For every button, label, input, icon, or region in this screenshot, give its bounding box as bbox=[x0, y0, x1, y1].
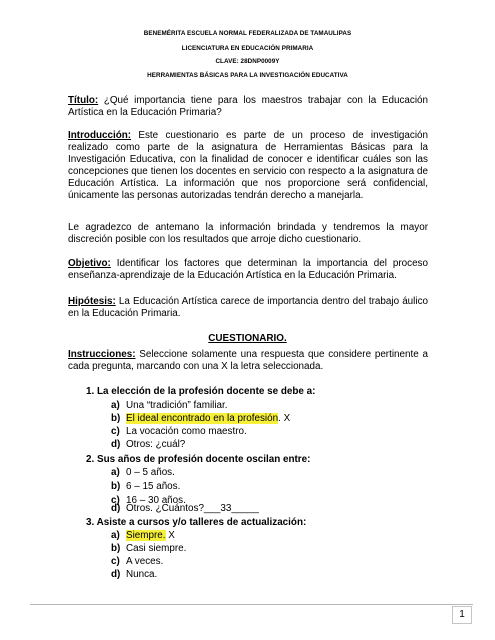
instructions-label: Instrucciones: bbox=[68, 349, 136, 360]
selection-mark: X bbox=[165, 530, 175, 541]
highlighted-answer: El ideal encontrado en la profesión bbox=[126, 413, 279, 424]
introduction-label: Introducción: bbox=[68, 130, 132, 141]
question-3-option-a[interactable] bbox=[111, 530, 175, 542]
question-1-option-d[interactable] bbox=[111, 439, 185, 451]
highlighted-answer: Siempre. bbox=[126, 530, 166, 541]
question-3-option-c[interactable] bbox=[111, 556, 163, 568]
question-2-option-b[interactable] bbox=[111, 481, 180, 493]
option-text: La vocación como maestro. bbox=[126, 426, 247, 437]
objective-text: Identificar los factores que determinan la importancia del proceso enseñanza-aprendizaje de la Educación Artística en la Educación Primaria. bbox=[68, 258, 428, 281]
acknowledgement-paragraph: Le agradezco de antemano la información brindada y tendremos la mayor discreción posible con los resultados que arroje dicho cuestionario. bbox=[68, 222, 428, 245]
question-2-option-a[interactable] bbox=[111, 467, 175, 479]
option-letter: c) bbox=[111, 426, 120, 437]
school-code: CLAVE: 28DNP0009Y bbox=[215, 58, 280, 65]
option-letter: a) bbox=[111, 530, 120, 541]
question-3-option-d[interactable] bbox=[111, 569, 157, 581]
selection-mark: . X bbox=[278, 413, 291, 424]
option-text: 0 – 5 años. bbox=[126, 467, 175, 478]
option-text: 6 – 15 años. bbox=[126, 481, 181, 492]
question-1-option-c[interactable] bbox=[111, 426, 247, 438]
option-text: 16 – 30 años. bbox=[126, 495, 186, 506]
course-name: HERRAMIENTAS BÁSICAS PARA LA INVESTIGACIÓN EDUCATIVA bbox=[147, 72, 348, 79]
option-letter: c) bbox=[111, 556, 120, 567]
title-text: ¿Qué importancia tiene para los maestros trabajar con la Educación Artística en la Educación Primaria? bbox=[68, 95, 428, 118]
option-text: Casi siempre. bbox=[126, 543, 187, 554]
option-letter: b) bbox=[111, 413, 121, 424]
option-text: Nunca. bbox=[126, 569, 158, 580]
option-letter: d) bbox=[111, 569, 121, 580]
questionnaire-heading: CUESTIONARIO. bbox=[208, 333, 287, 344]
option-letter: b) bbox=[111, 481, 121, 492]
hypothesis-text: La Educación Artística carece de importancia dentro del trabajo áulico en la Educación Primaria. bbox=[68, 296, 428, 319]
question-3-option-b[interactable] bbox=[111, 543, 186, 555]
option-text: Otros. ¿Cuántos?___33_____ bbox=[126, 503, 259, 514]
objective-paragraph bbox=[68, 258, 428, 282]
footer-divider bbox=[30, 604, 473, 605]
hypothesis-paragraph bbox=[68, 296, 428, 320]
objective-label: Objetivo: bbox=[68, 258, 111, 269]
option-letter: a) bbox=[111, 400, 120, 411]
page-number: 1 bbox=[452, 606, 472, 624]
question-1: 1. La elección de la profesión docente se debe a: bbox=[86, 386, 316, 397]
instructions-paragraph bbox=[68, 349, 428, 373]
instructions-text: Seleccione solamente una respuesta que considere pertinente a cada pregunta, marcando con una X la letra seleccionada. bbox=[68, 349, 428, 372]
title-paragraph bbox=[68, 95, 428, 119]
option-letter: a) bbox=[111, 467, 120, 478]
option-letter: c) bbox=[111, 495, 120, 506]
question-1-option-a[interactable] bbox=[111, 400, 228, 412]
hypothesis-label: Hipótesis: bbox=[68, 296, 116, 307]
question-2-option-d[interactable] bbox=[111, 503, 259, 515]
introduction-text: Este cuestionario es parte de un proceso de investigación realizado como parte de la asignatura de Herramientas Básicas para la Investigación Educativa, con la finalidad de conocer e identificar cuáles son las concepciones que tienen los docentes en servicio con respecto a la asignatura de Educación Artística. La información que nos proporcione será confidencial, únicamente las personas autorizadas tendrán derecho a manejarla. bbox=[68, 130, 428, 201]
institution-name: BENEMÉRITA ESCUELA NORMAL FEDERALIZADA DE TAMAULIPAS bbox=[143, 30, 352, 37]
option-text: Una “tradición” familiar. bbox=[126, 400, 228, 411]
question-3: 3. Asiste a cursos y/o talleres de actualización: bbox=[86, 517, 307, 528]
option-text: Otros: ¿cuál? bbox=[126, 439, 186, 450]
program-name: LICENCIATURA EN EDUCACIÓN PRIMARIA bbox=[181, 45, 314, 52]
option-letter: d) bbox=[111, 439, 121, 450]
title-label: Título: bbox=[68, 95, 99, 106]
question-1-option-b[interactable] bbox=[111, 413, 290, 425]
option-text: A veces. bbox=[126, 556, 164, 567]
introduction-paragraph bbox=[68, 130, 428, 202]
option-letter: d) bbox=[111, 503, 121, 514]
question-2: 2. Sus años de profesión docente oscilan entre: bbox=[86, 454, 311, 465]
option-letter: b) bbox=[111, 543, 121, 554]
